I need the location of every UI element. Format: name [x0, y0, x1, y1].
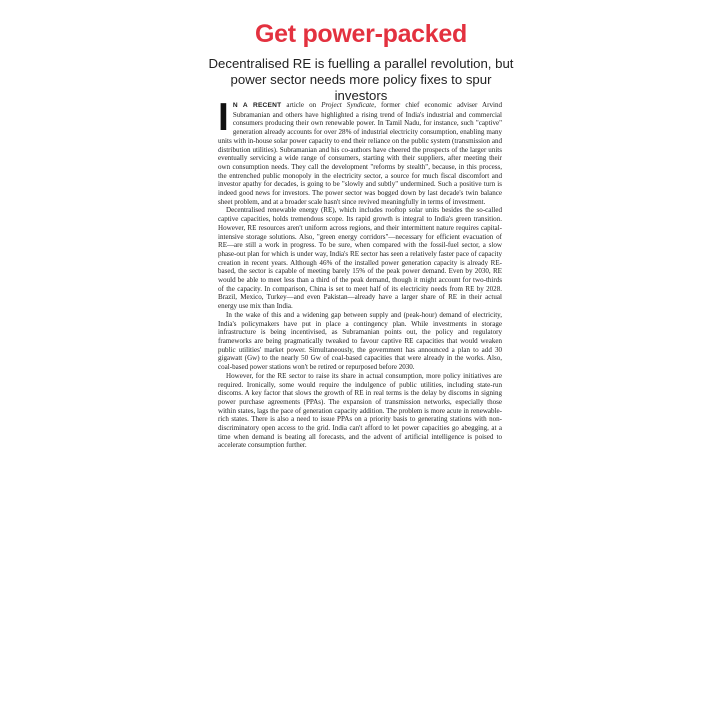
headline: Get power-packed [255, 20, 467, 48]
deck-subheadline: Decentralised RE is fuelling a parallel revolution, but power sector needs more policy fixes to spur investors [208, 56, 514, 103]
paragraph-1-lead: article on [281, 101, 322, 109]
paragraph-2: Decentralised renewable energy (RE), which includes rooftop solar units besides the so-called captive capacities, holds tremendous scope. Its rapid growth is integral to India's green transition. However, RE resources aren't uniform across regions, and their intermittent nature requires capital-intensive storage solutions. Also, "green energy corridors"—necessary for efficient evacuation of RE—are still a work in progress. To be sure, when compared with the fossil-fuel sector, a slow phase-out plan for which is under way, India's RE sector has seen a relatively faster pace of capacity creation in recent years. Although 46% of the installed power generation capacity is already RE-based, the sector is capable of meeting barely 15% of the peak power demand. Even by 2030, RE would be able to meet less than a third of the peak demand, though it might account for two-thirds of the capacity. In comparison, China is set to meet half of its electricity needs from RE by 2028. Brazil, Mexico, Turkey—and even Pakistan—already have a larger share of RE in their actual energy use mix than India. [218, 206, 502, 311]
source-publication: Project Syndicate [321, 101, 375, 109]
lead-in: N A RECENT [232, 102, 282, 109]
article-body [218, 96, 502, 450]
paragraph-4: However, for the RE sector to raise its share in actual consumption, more policy initiatives are required. Ironically, some would require the indulgence of public utilities, including state-run discoms. A key factor that slows the growth of RE in real terms is the delay by discoms in signing power purchase agreements (PPAs). The expansion of transmission networks, especially those within states, lags the pace of generation capacity addition. The problem is more acute in renewable-rich states. There is also a need to issue PPAs on a priority basis to generating stations with non-discriminatory open access to the grid. India can't afford to let power capacities go abegging, at a time when demand is beating all forecasts, and the advent of artificial intelligence is poised to accelerate consumption further. [218, 371, 502, 450]
paragraph-1 [218, 96, 502, 206]
drop-cap: I [218, 96, 229, 139]
paragraph-1-text: , former chief economic adviser Arvind Subramanian and others have highlighted a rising trend of India's industrial and commercial consumers producing their own renewable power. In Tamil Nadu, for instance, such "captive" generation already accounts for over 28% of industrial electricity consumption, enabling many units with in-house solar power capacity to end their reliance on the public system (transmission and distribution utilities). Subramanian and his co-authors have cheered the prospects of the larger units eventually servicing a wide range of consumers, starting with their suppliers, after meeting their own consumption needs. They call the development "reforms by stealth", because, in this process, the entrenched public monopoly in the electricity sector, a source for much fiscal discomfort and investor apathy for decades, is going to be "slowly and subtly" undermined. Such a positive turn is indeed good news for investors. The power sector was bogged down by last decade's twin balance sheet problem, and at a broader scale hasn't since revived meaningfully in terms of investment. [218, 101, 502, 206]
paragraph-3: In the wake of this and a widening gap between supply and (peak-hour) demand of electricity, India's policymakers have put in place a contingency plan. While investments in storage infrastructure is being incentivised, as Subramanian points out, the policy and regulatory frameworks are being pragmatically tweaked to favour captive RE capacities that would weaken public utilities' market power. Simultaneously, the government has announced a plan to add 30 gigawatt (Gw) to the nearly 50 Gw of coal-based capacities that were already in the works. Also, coal-based power stations won't be retired or repurposed before 2030. [218, 310, 502, 372]
